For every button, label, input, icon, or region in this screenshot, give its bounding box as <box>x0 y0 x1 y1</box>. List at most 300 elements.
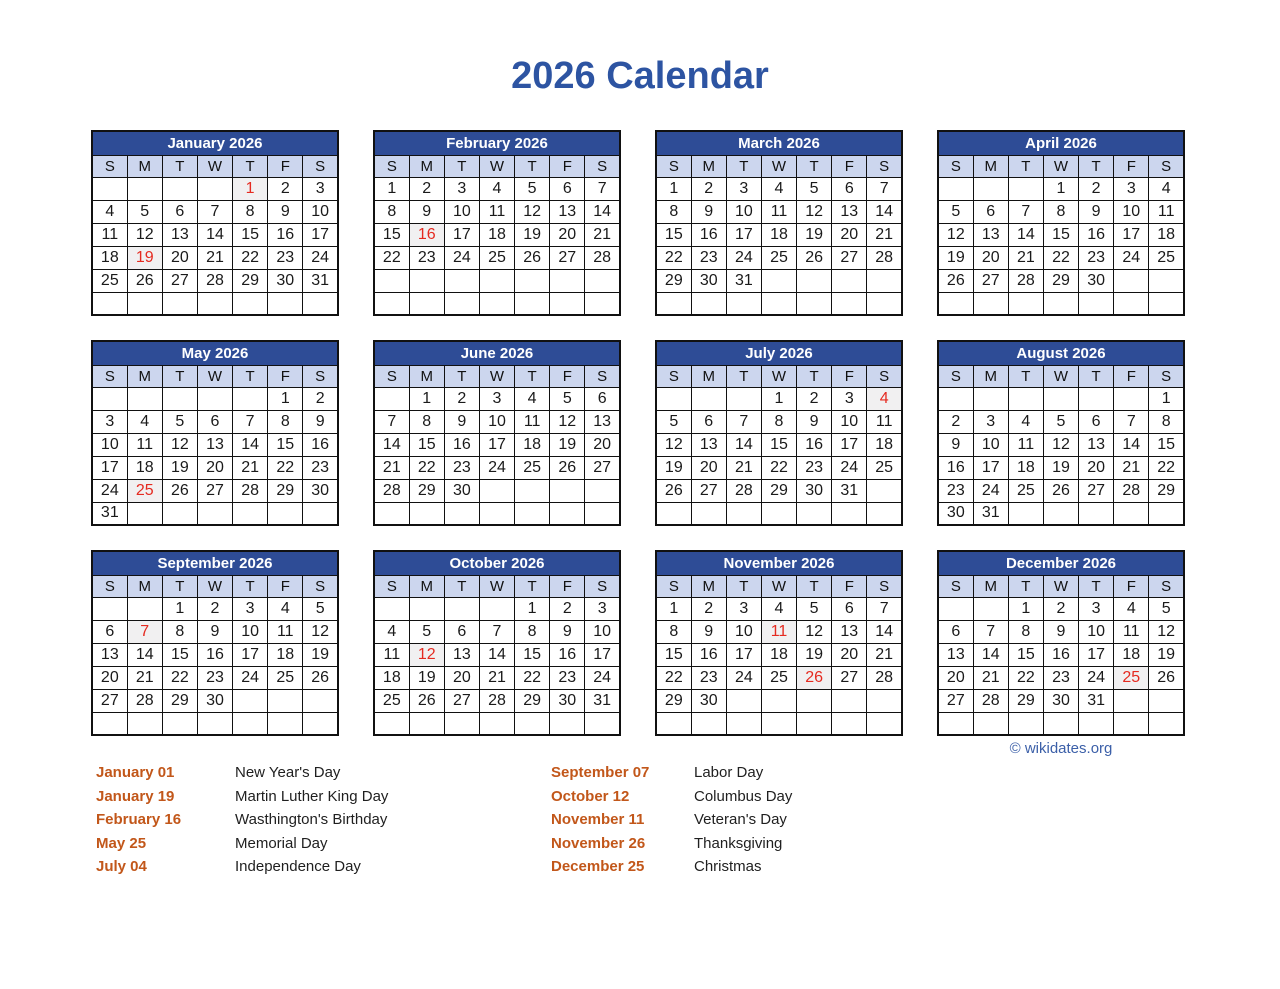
day-cell: 26 <box>1043 479 1078 502</box>
day-cell: 29 <box>1043 269 1078 292</box>
day-cell: 28 <box>1114 479 1149 502</box>
day-cell: 28 <box>197 269 232 292</box>
empty-day-cell <box>867 292 902 315</box>
empty-day-cell <box>938 712 973 735</box>
weekday-label: S <box>92 575 127 597</box>
empty-day-cell <box>374 712 409 735</box>
month-title: August 2026 <box>938 341 1184 365</box>
weekday-label: F <box>832 365 867 387</box>
day-cell: 2 <box>550 597 585 620</box>
day-cell: 1 <box>409 387 444 410</box>
day-cell: 2 <box>938 410 973 433</box>
day-cell: 7 <box>1008 200 1043 223</box>
day-cell: 18 <box>761 223 796 246</box>
day-cell: 24 <box>1079 666 1114 689</box>
weekday-label: T <box>444 155 479 177</box>
day-cell: 5 <box>797 597 832 620</box>
day-cell: 14 <box>585 200 620 223</box>
week-row <box>92 456 338 479</box>
day-cell: 24 <box>92 479 127 502</box>
week-row <box>656 597 902 620</box>
day-cell: 10 <box>832 410 867 433</box>
day-cell: 7 <box>726 410 761 433</box>
day-cell: 13 <box>197 433 232 456</box>
empty-day-cell <box>691 292 726 315</box>
empty-day-cell <box>268 502 303 525</box>
week-row <box>656 292 902 315</box>
empty-day-cell <box>444 292 479 315</box>
month-title: November 2026 <box>656 551 902 575</box>
day-cell: 3 <box>726 597 761 620</box>
day-cell: 26 <box>127 269 162 292</box>
empty-day-cell <box>973 597 1008 620</box>
weekday-row <box>656 365 902 387</box>
empty-day-cell <box>233 712 268 735</box>
empty-day-cell <box>691 502 726 525</box>
week-row <box>374 620 620 643</box>
day-cell: 18 <box>1114 643 1149 666</box>
empty-day-cell <box>1043 502 1078 525</box>
day-cell: 15 <box>1008 643 1043 666</box>
weekday-label: S <box>867 365 902 387</box>
day-cell: 7 <box>233 410 268 433</box>
weekday-label: W <box>197 155 232 177</box>
day-cell: 21 <box>127 666 162 689</box>
day-cell: 6 <box>973 200 1008 223</box>
day-cell: 16 <box>444 433 479 456</box>
empty-day-cell <box>444 712 479 735</box>
empty-day-cell <box>479 712 514 735</box>
day-cell: 6 <box>832 597 867 620</box>
day-cell: 10 <box>726 620 761 643</box>
weekday-row <box>656 575 902 597</box>
week-row <box>656 177 902 200</box>
day-cell: 5 <box>656 410 691 433</box>
weekday-label: S <box>938 155 973 177</box>
weekday-label: M <box>127 155 162 177</box>
weekday-label: S <box>585 575 620 597</box>
day-cell: 9 <box>797 410 832 433</box>
day-cell: 21 <box>867 223 902 246</box>
month-calendar <box>91 550 339 736</box>
day-cell: 17 <box>585 643 620 666</box>
empty-day-cell <box>479 292 514 315</box>
week-row <box>656 223 902 246</box>
week-row <box>938 387 1184 410</box>
day-cell: 8 <box>374 200 409 223</box>
day-cell: 25 <box>1149 246 1184 269</box>
holiday-item <box>96 832 388 856</box>
day-cell: 15 <box>268 433 303 456</box>
day-cell: 14 <box>127 643 162 666</box>
day-cell: 13 <box>162 223 197 246</box>
day-cell: 24 <box>233 666 268 689</box>
day-cell: 14 <box>479 643 514 666</box>
weekday-label: W <box>761 575 796 597</box>
day-cell: 4 <box>1149 177 1184 200</box>
empty-day-cell <box>374 292 409 315</box>
empty-day-cell <box>515 292 550 315</box>
day-cell: 18 <box>1149 223 1184 246</box>
empty-day-cell <box>832 712 867 735</box>
empty-day-cell <box>656 292 691 315</box>
empty-day-cell <box>197 177 232 200</box>
month-calendar <box>373 130 621 316</box>
weekday-label: M <box>691 575 726 597</box>
weekday-label: T <box>797 575 832 597</box>
day-cell: 3 <box>832 387 867 410</box>
week-row <box>374 433 620 456</box>
weekday-label: F <box>550 575 585 597</box>
week-row <box>656 456 902 479</box>
day-cell: 28 <box>479 689 514 712</box>
holiday-date: May 25 <box>96 834 147 852</box>
empty-day-cell <box>761 712 796 735</box>
day-cell: 17 <box>233 643 268 666</box>
day-cell: 20 <box>585 433 620 456</box>
empty-day-cell <box>585 712 620 735</box>
empty-day-cell <box>938 177 973 200</box>
empty-day-cell <box>92 597 127 620</box>
day-cell: 7 <box>127 620 162 643</box>
empty-day-cell <box>550 292 585 315</box>
empty-day-cell <box>162 292 197 315</box>
day-cell: 31 <box>585 689 620 712</box>
empty-day-cell <box>409 269 444 292</box>
day-cell: 26 <box>162 479 197 502</box>
weekday-label: S <box>585 365 620 387</box>
day-cell: 23 <box>1043 666 1078 689</box>
day-cell: 2 <box>691 177 726 200</box>
day-cell: 6 <box>832 177 867 200</box>
week-row <box>656 689 902 712</box>
empty-day-cell <box>797 502 832 525</box>
day-cell: 24 <box>1114 246 1149 269</box>
day-cell: 4 <box>268 597 303 620</box>
day-cell: 8 <box>268 410 303 433</box>
weekday-label: T <box>162 365 197 387</box>
day-cell: 20 <box>1079 456 1114 479</box>
day-cell: 20 <box>938 666 973 689</box>
day-cell: 9 <box>1043 620 1078 643</box>
week-row <box>374 246 620 269</box>
empty-day-cell <box>832 502 867 525</box>
holiday-date: January 01 <box>96 764 175 782</box>
day-cell: 25 <box>1008 479 1043 502</box>
empty-day-cell <box>515 479 550 502</box>
day-cell: 13 <box>585 410 620 433</box>
holiday-date: October 12 <box>551 787 630 805</box>
empty-day-cell <box>233 502 268 525</box>
weekday-label: T <box>444 365 479 387</box>
empty-day-cell <box>550 502 585 525</box>
day-cell: 26 <box>515 246 550 269</box>
holiday-name: Labor Day <box>694 764 764 782</box>
day-cell: 22 <box>374 246 409 269</box>
weekday-label: S <box>1149 575 1184 597</box>
week-row <box>374 597 620 620</box>
empty-day-cell <box>1149 292 1184 315</box>
day-cell: 5 <box>162 410 197 433</box>
empty-day-cell <box>374 597 409 620</box>
day-cell: 1 <box>761 387 796 410</box>
day-cell: 20 <box>197 456 232 479</box>
calendar-grid <box>91 130 1185 736</box>
day-cell: 11 <box>479 200 514 223</box>
empty-day-cell <box>585 269 620 292</box>
day-cell: 21 <box>726 456 761 479</box>
weekday-label: W <box>479 365 514 387</box>
day-cell: 25 <box>127 479 162 502</box>
weekday-label: S <box>303 575 338 597</box>
weekday-label: T <box>162 155 197 177</box>
day-cell: 12 <box>1149 620 1184 643</box>
month-calendar <box>91 130 339 316</box>
day-cell: 5 <box>515 177 550 200</box>
month-title: June 2026 <box>374 341 620 365</box>
month-calendar <box>655 340 903 526</box>
week-row <box>938 620 1184 643</box>
weekday-label: F <box>550 155 585 177</box>
day-cell: 12 <box>162 433 197 456</box>
empty-day-cell <box>162 712 197 735</box>
day-cell: 15 <box>1149 433 1184 456</box>
day-cell: 2 <box>444 387 479 410</box>
day-cell: 6 <box>162 200 197 223</box>
day-cell: 9 <box>268 200 303 223</box>
empty-day-cell <box>479 502 514 525</box>
day-cell: 2 <box>1043 597 1078 620</box>
week-row <box>938 689 1184 712</box>
empty-day-cell <box>233 689 268 712</box>
empty-day-cell <box>1008 177 1043 200</box>
day-cell: 8 <box>233 200 268 223</box>
day-cell: 21 <box>1008 246 1043 269</box>
holiday-item <box>551 808 792 832</box>
day-cell: 15 <box>761 433 796 456</box>
weekday-label: S <box>1149 365 1184 387</box>
day-cell: 17 <box>1079 643 1114 666</box>
week-row <box>92 666 338 689</box>
holiday-name: Memorial Day <box>235 834 328 852</box>
holiday-item <box>96 808 388 832</box>
day-cell: 5 <box>938 200 973 223</box>
day-cell: 4 <box>761 177 796 200</box>
day-cell: 26 <box>656 479 691 502</box>
day-cell: 18 <box>268 643 303 666</box>
empty-day-cell <box>1043 387 1078 410</box>
day-cell: 16 <box>1079 223 1114 246</box>
weekday-label: W <box>479 575 514 597</box>
day-cell: 14 <box>1008 223 1043 246</box>
day-cell: 12 <box>656 433 691 456</box>
week-row <box>938 597 1184 620</box>
day-cell: 27 <box>1079 479 1114 502</box>
day-cell: 16 <box>797 433 832 456</box>
week-row <box>374 502 620 525</box>
day-cell: 9 <box>550 620 585 643</box>
month-calendar <box>937 130 1185 316</box>
empty-day-cell <box>797 292 832 315</box>
week-row <box>92 502 338 525</box>
day-cell: 10 <box>973 433 1008 456</box>
day-cell: 22 <box>233 246 268 269</box>
empty-day-cell <box>374 269 409 292</box>
day-cell: 28 <box>867 246 902 269</box>
day-cell: 29 <box>656 269 691 292</box>
day-cell: 10 <box>585 620 620 643</box>
holiday-name: Wasthington's Birthday <box>235 811 388 829</box>
weekday-label: T <box>726 575 761 597</box>
day-cell: 5 <box>409 620 444 643</box>
day-cell: 14 <box>726 433 761 456</box>
day-cell: 19 <box>515 223 550 246</box>
day-cell: 17 <box>444 223 479 246</box>
day-cell: 29 <box>409 479 444 502</box>
week-row <box>938 712 1184 735</box>
day-cell: 2 <box>691 597 726 620</box>
weekday-label: S <box>938 575 973 597</box>
week-row <box>374 643 620 666</box>
day-cell: 4 <box>127 410 162 433</box>
empty-day-cell <box>656 502 691 525</box>
holiday-item <box>551 761 792 785</box>
week-row <box>374 292 620 315</box>
weekday-label: S <box>656 155 691 177</box>
month-calendar <box>655 130 903 316</box>
day-cell: 3 <box>92 410 127 433</box>
empty-day-cell <box>409 712 444 735</box>
day-cell: 13 <box>973 223 1008 246</box>
day-cell: 11 <box>1008 433 1043 456</box>
day-cell: 20 <box>444 666 479 689</box>
day-cell: 26 <box>550 456 585 479</box>
day-cell: 12 <box>797 620 832 643</box>
day-cell: 27 <box>92 689 127 712</box>
day-cell: 23 <box>797 456 832 479</box>
day-cell: 20 <box>832 643 867 666</box>
empty-day-cell <box>656 712 691 735</box>
weekday-label: W <box>1043 155 1078 177</box>
day-cell: 4 <box>92 200 127 223</box>
day-cell: 21 <box>585 223 620 246</box>
week-row <box>374 410 620 433</box>
empty-day-cell <box>973 712 1008 735</box>
weekday-label: T <box>233 155 268 177</box>
day-cell: 17 <box>832 433 867 456</box>
day-cell: 23 <box>303 456 338 479</box>
empty-day-cell <box>1114 712 1149 735</box>
month-calendar <box>937 550 1185 736</box>
empty-day-cell <box>127 712 162 735</box>
empty-day-cell <box>938 292 973 315</box>
day-cell: 10 <box>303 200 338 223</box>
holiday-name: Independence Day <box>235 858 361 876</box>
month-title: February 2026 <box>374 131 620 155</box>
day-cell: 2 <box>303 387 338 410</box>
empty-day-cell <box>127 292 162 315</box>
day-cell: 10 <box>1079 620 1114 643</box>
empty-day-cell <box>973 387 1008 410</box>
day-cell: 17 <box>479 433 514 456</box>
empty-day-cell <box>233 387 268 410</box>
empty-day-cell <box>1008 502 1043 525</box>
empty-day-cell <box>1008 712 1043 735</box>
empty-day-cell <box>268 292 303 315</box>
week-row <box>656 410 902 433</box>
day-cell: 15 <box>233 223 268 246</box>
month-title: December 2026 <box>938 551 1184 575</box>
day-cell: 27 <box>691 479 726 502</box>
weekday-label: M <box>127 365 162 387</box>
day-cell: 7 <box>867 177 902 200</box>
week-row <box>374 712 620 735</box>
day-cell: 31 <box>92 502 127 525</box>
day-cell: 19 <box>1043 456 1078 479</box>
weekday-row <box>92 575 338 597</box>
day-cell: 12 <box>409 643 444 666</box>
day-cell: 16 <box>550 643 585 666</box>
empty-day-cell <box>479 479 514 502</box>
day-cell: 5 <box>797 177 832 200</box>
weekday-row <box>656 155 902 177</box>
day-cell: 22 <box>409 456 444 479</box>
day-cell: 24 <box>726 666 761 689</box>
day-cell: 3 <box>726 177 761 200</box>
day-cell: 15 <box>374 223 409 246</box>
day-cell: 5 <box>1043 410 1078 433</box>
day-cell: 16 <box>409 223 444 246</box>
weekday-label: W <box>197 575 232 597</box>
empty-day-cell <box>797 269 832 292</box>
day-cell: 4 <box>515 387 550 410</box>
empty-day-cell <box>1114 292 1149 315</box>
day-cell: 17 <box>726 643 761 666</box>
day-cell: 21 <box>233 456 268 479</box>
day-cell: 9 <box>691 200 726 223</box>
weekday-label: S <box>656 575 691 597</box>
empty-day-cell <box>515 712 550 735</box>
empty-day-cell <box>938 597 973 620</box>
week-row <box>374 387 620 410</box>
day-cell: 6 <box>550 177 585 200</box>
day-cell: 30 <box>691 269 726 292</box>
day-cell: 31 <box>726 269 761 292</box>
empty-day-cell <box>726 292 761 315</box>
day-cell: 22 <box>656 246 691 269</box>
day-cell: 6 <box>938 620 973 643</box>
day-cell: 2 <box>268 177 303 200</box>
week-row <box>374 456 620 479</box>
day-cell: 21 <box>479 666 514 689</box>
week-row <box>92 292 338 315</box>
week-row <box>938 269 1184 292</box>
day-cell: 7 <box>479 620 514 643</box>
day-cell: 30 <box>197 689 232 712</box>
month-calendar <box>655 550 903 736</box>
day-cell: 13 <box>550 200 585 223</box>
week-row <box>92 200 338 223</box>
day-cell: 23 <box>691 246 726 269</box>
day-cell: 29 <box>656 689 691 712</box>
empty-day-cell <box>303 292 338 315</box>
day-cell: 13 <box>92 643 127 666</box>
day-cell: 3 <box>1114 177 1149 200</box>
day-cell: 29 <box>761 479 796 502</box>
weekday-label: M <box>691 365 726 387</box>
day-cell: 20 <box>550 223 585 246</box>
day-cell: 30 <box>303 479 338 502</box>
